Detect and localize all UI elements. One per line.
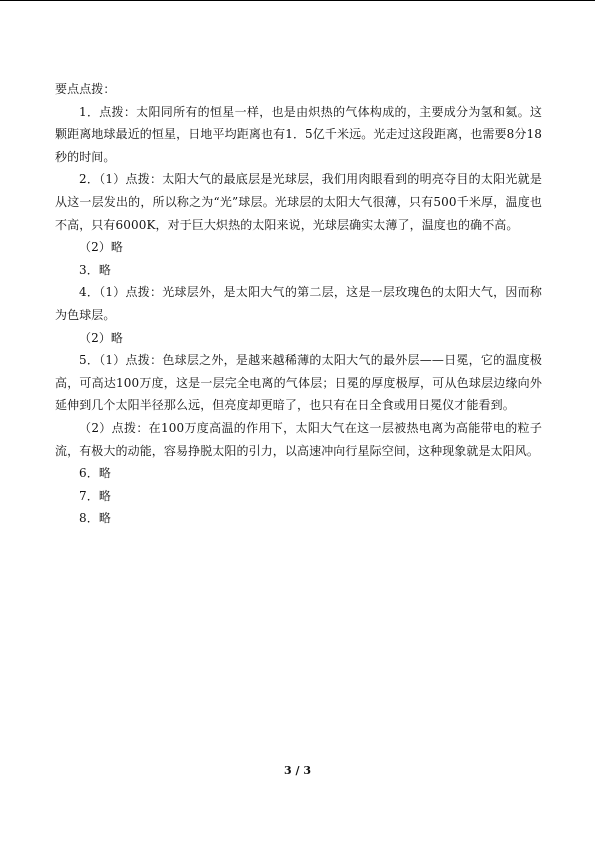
top-border-line (0, 0, 595, 1)
paragraph-item-8: 8．略 (79, 511, 111, 526)
paragraph-item-6: 6．略 (79, 466, 111, 481)
document-body (55, 78, 542, 530)
paragraph-item-3: 3．略 (79, 262, 111, 277)
paragraph-item-4-2: （2）略 (79, 330, 124, 345)
paragraph-item-2-1: 2．（1）点拨：太阳大气的最底层是光球层，我们用肉眼看到的明亮夺目的太阳光就是从这一层发出的，所以称之为“光”球层。光球层的太阳大气很薄，只有500千米厚，温度也不高，只有6000K，对于巨大炽热的太阳来说，光球层确实太薄了，温度也的确不高。 (55, 172, 542, 232)
paragraph-item-7: 7．略 (79, 488, 111, 503)
section-heading: 要点点拨： (55, 82, 116, 96)
paragraph-item-5-1: 5．（1）点拨：色球层之外，是越来越稀薄的太阳大气的最外层——日冕，它的温度极高，可高达100万度，这是一层完全电离的气体层；日冕的厚度极厚，可从色球层边缘向外延伸到几个太阳半径那么远，但亮度却更暗了，也只有在日全食或用日冕仪才能看到。 (55, 353, 542, 413)
paragraph-item-4-1: 4．（1）点拨：光球层外，是太阳大气的第二层，这是一层玫瑰色的太阳大气，因而称为色球层。 (55, 285, 542, 322)
paragraph-item-5-2: （2）点拨：在100万度高温的作用下，太阳大气在这一层被热电离为高能带电的粒子流，有极大的动能，容易挣脱太阳的引力，以高速冲向行星际空间，这种现象就是太阳风。 (55, 420, 542, 458)
page-number: 3 / 3 (284, 764, 311, 777)
paragraph-item-2-2: （2）略 (79, 240, 124, 255)
paragraph-item-1: 1．点拨：太阳同所有的恒星一样，也是由炽热的气体构成的，主要成分为氢和氦。这颗距离地球最近的恒星，日地平均距离也有1．5亿千米远。光走过这段距离，也需要8分18秒的时间。 (55, 104, 542, 164)
